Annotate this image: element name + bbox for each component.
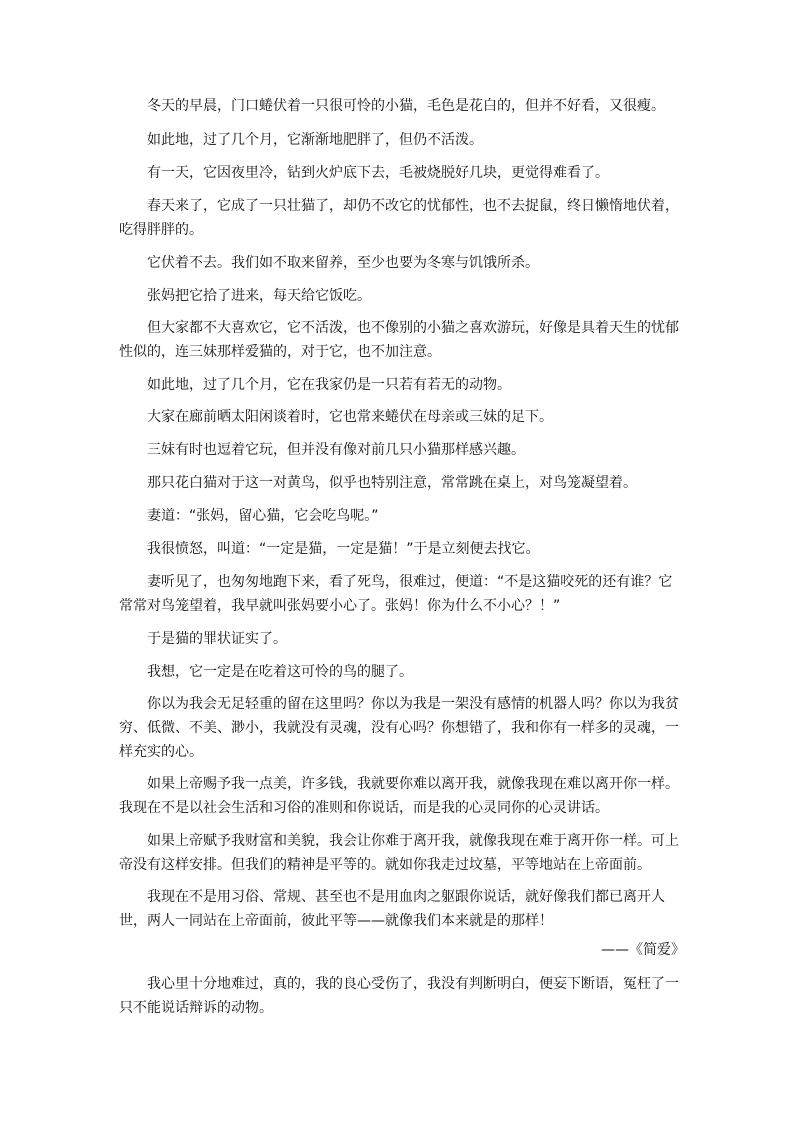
paragraph-12: 妻道：“张妈，留心猫，它会吃鸟呢。” xyxy=(147,508,379,524)
paragraph-2: 如此地，过了几个月，它渐渐地肥胖了，但仍不活泼。 xyxy=(147,132,483,148)
paragraph-4: 春天来了，它成了一只壮猫了，却仍不改它的忧郁性，也不去捉鼠，终日懒惰地伏着，吃得胖胖的。 xyxy=(119,198,679,238)
paragraph-19: 如果上帝赋予我财富和美貌，我会让你难于离开我，就像我现在难于离开你一样。可上帝没有这样安排。但我们的精神是平等的。就如你我走过坟墓，平等地站在上帝面前。 xyxy=(119,833,679,873)
paragraph-20: 我现在不是用习俗、常规、甚至也不是用血肉之躯跟你说话，就好像我们都已离开人世，两人一同站在上帝面前，彼此平等——就像我们本来就是的那样！ xyxy=(119,889,665,929)
paragraph-6: 张妈把它拾了进来，每天给它饭吃。 xyxy=(147,288,371,304)
paragraph-14: 妻听见了，也匆匆地跑下来，看了死鸟，很难过，便道：“不是这猫咬死的还有谁？它常常对鸟笼望着，我早就叫张妈要小心了。张妈！你为什么不小心？！” xyxy=(119,574,673,614)
paragraph-9: 大家在廊前晒太阳闲谈着时，它也常来蜷伏在母亲或三妹的足下。 xyxy=(147,409,553,425)
paragraph-11: 那只花白猫对于这一对黄鸟，似乎也特别注意，常常跳在桌上，对鸟笼凝望着。 xyxy=(147,475,637,491)
paragraph-8: 如此地，过了几个月，它在我家仍是一只若有若无的动物。 xyxy=(147,377,511,393)
paragraph-17: 你以为我会无足轻重的留在这里吗？你以为我是一架没有感情的机器人吗？你以为我贫穷、低微、不美、渺小，我就没有灵魂，没有心吗？你想错了，我和你有一样多的灵魂，一样充实的心。 xyxy=(119,696,679,760)
paragraph-18: 如果上帝赐予我一点美，许多钱，我就要你难以离开我，就像我现在难以离开你一样。我现在不是以社会生活和习俗的准则和你说话，而是我的心灵同你的心灵讲话。 xyxy=(119,776,679,816)
paragraph-3: 有一天，它因夜里冷，钻到火炉底下去，毛被烧脱好几块，更觉得难看了。 xyxy=(147,165,609,181)
source-attribution: ——《简爱》 xyxy=(601,942,685,958)
paragraph-15: 于是猫的罪状证实了。 xyxy=(147,631,287,647)
paragraph-1: 冬天的早晨，门口蜷伏着一只很可怜的小猫，毛色是花白的，但并不好看，又很瘦。 xyxy=(147,98,665,114)
paragraph-5: 它伏着不去。我们如不取来留养，至少也要为冬寒与饥饿所杀。 xyxy=(147,255,539,271)
paragraph-13: 我很愤怒，叫道：“一定是猫，一定是猫！”于是立刻便去找它。 xyxy=(147,541,540,557)
paragraph-7: 但大家都不大喜欢它，它不活泼，也不像别的小猫之喜欢游玩，好像是具着天生的忧郁性似的，连三妹那样爱猫的，对于它，也不加注意。 xyxy=(119,320,679,360)
paragraph-22: 我心里十分地难过，真的，我的良心受伤了，我没有判断明白，便妄下断语，冤枉了一只不能说话辩诉的动物。 xyxy=(119,976,679,1016)
paragraph-10: 三妹有时也逗着它玩，但并没有像对前几只小猫那样感兴趣。 xyxy=(147,442,525,458)
paragraph-16: 我想，它一定是在吃着这可怜的鸟的腿了。 xyxy=(147,664,413,680)
